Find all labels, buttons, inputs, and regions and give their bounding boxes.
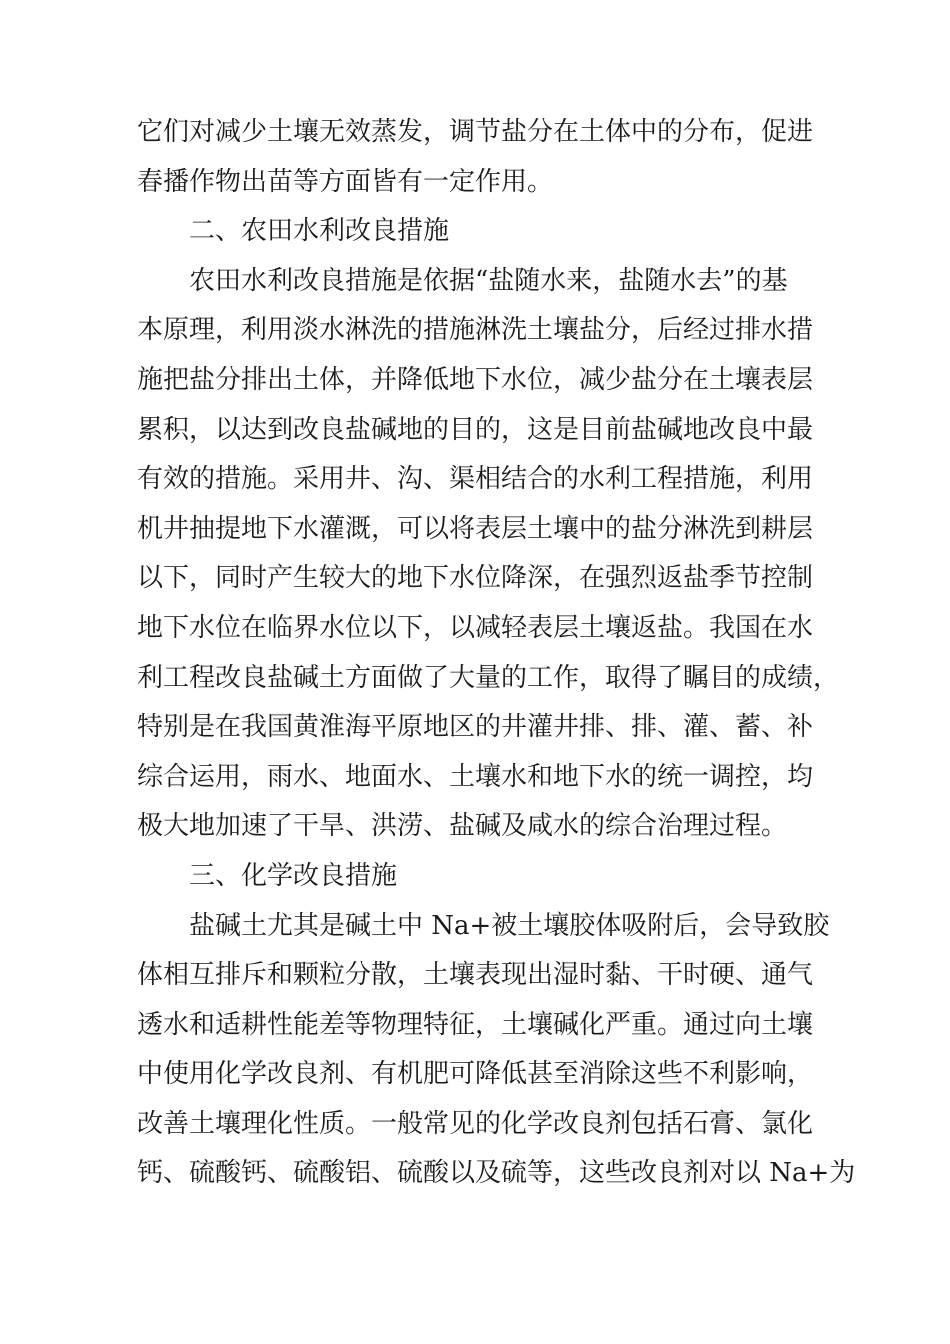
paragraph-line: 农田水利改良措施是依据“盐随水来，盐随水去”的基 [189,265,788,296]
paragraph-line: 特别是在我国黄淮海平原地区的井灌井排、排、灌、蓄、补 [137,712,814,743]
paragraph-line: 透水和适耕性能差等物理特征，土壤碱化严重。通过向土壤 [137,1009,814,1040]
paragraph-line: 施把盐分排出土体，并降低地下水位，减少盐分在土壤表层 [137,364,814,395]
paragraph-line: 钙、硫酸钙、硫酸铝、硫酸以及硫等，这些改良剂对以 Na+为 [137,1158,856,1189]
paragraph-line: 体相互排斥和颗粒分散，土壤表现出湿时黏、干时硬、通气 [137,960,814,991]
paragraph-line: 利工程改良盐碱土方面做了大量的工作，取得了瞩目的成绩， [137,662,840,693]
paragraph-line: 地下水位在临界水位以下，以减轻表层土壤返盐。我国在水 [137,612,814,643]
paragraph-line: 中使用化学改良剂、有机肥可降低甚至消除这些不利影响， [137,1059,814,1090]
body-text [137,108,856,1199]
paragraph-line: 它们对减少土壤无效蒸发，调节盐分在土体中的分布，促进 [137,117,814,147]
paragraph-line: 本原理，利用淡水淋洗的措施淋洗土壤盐分，后经过排水措 [137,315,814,346]
paragraph-line: 综合运用，雨水、地面水、土壤水和地下水的统一调控，均 [137,761,814,792]
paragraph-line: 机井抽提地下水灌溉，可以将表层土壤中的盐分淋洗到耕层 [137,513,814,544]
paragraph-line: 改善土壤理化性质。一般常见的化学改良剂包括石膏、氯化 [137,1108,814,1139]
paragraph-line: 极大地加速了干旱、洪涝、盐碱及咸水的综合治理过程。 [137,811,788,842]
paragraph-line: 累积，以达到改良盐碱地的目的，这是目前盐碱地改良中最 [137,414,814,445]
paragraph-line: 有效的措施。采用井、沟、渠相结合的水利工程措施，利用 [137,464,814,495]
section-heading: 三、化学改良措施 [189,860,398,891]
paragraph-line: 以下，同时产生较大的地下水位降深，在强烈返盐季节控制 [137,563,814,594]
section-heading: 二、农田水利改良措施 [189,216,450,247]
paragraph-line: 春播作物出苗等方面皆有一定作用。 [137,166,554,197]
paragraph-line: 盐碱土尤其是碱土中 Na+被土壤胶体吸附后，会导致胶 [189,910,830,941]
